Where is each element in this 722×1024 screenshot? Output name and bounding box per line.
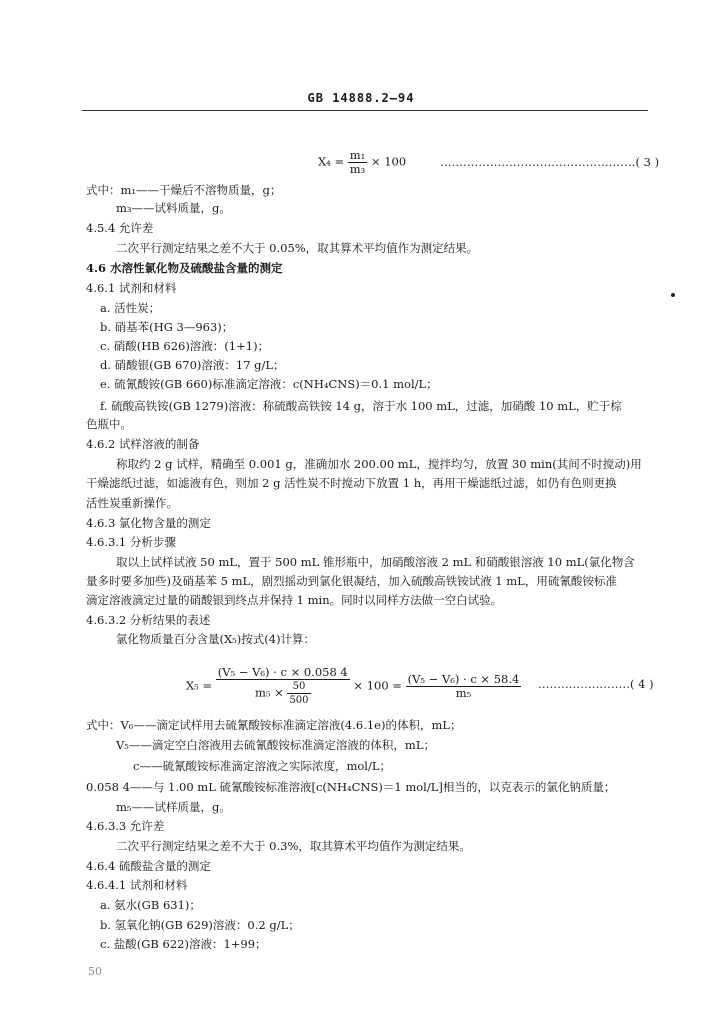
list-item: a. 氨水(GB 631)；: [100, 898, 201, 912]
text-line: 氯化物质量百分含量(X₅)按式(4)计算：: [116, 632, 316, 646]
equation-4: X₅ = (V₅ − V₆) · c × 0.058 4 m₅ × $\frac{50}{500}$ × 100 = $\frac{\text{(V₅ − V₆) · c × 58.4}}{\text{m₅}}$: [186, 665, 520, 706]
text-line: 二次平行测定结果之差不大于 0.3%，取其算术平均值作为测定结果。: [116, 839, 471, 853]
text-line: 式中：V₆——滴定试样用去硫氰酸铵标准滴定溶液(4.6.1e)的体积，mL；: [86, 718, 462, 732]
section-heading: 4.6.3.2 分析结果的表述: [86, 613, 211, 627]
list-item: a. 活性炭；: [100, 301, 161, 315]
text-line: 色瓶中。: [86, 417, 132, 431]
equation-4-fraction-b: $\frac{\text{(V₅ − V₆) · c × 58.4}}{\text{m₅}}$: [407, 672, 520, 700]
section-heading: 4.5.4 允许差: [86, 221, 154, 235]
equation-4-fraction-a: (V₅ − V₆) · c × 0.058 4 m₅ × $\frac{50}{500}$: [217, 665, 348, 706]
list-item: b. 氢氧化钠(GB 629)溶液：0.2 g/L；: [100, 918, 300, 932]
text-line: 滴定溶液滴定过量的硝酸银到终点并保持 1 min。同时以同样方法做一空白试验。: [86, 593, 503, 607]
equation-3: X₄ = $\frac{\text{m₁}}{\text{m₃}}$ × 100: [318, 148, 407, 176]
text-line: 0.058 4——与 1.00 mL 硫氰酸铵标准溶液[c(NH₄CNS)＝1 mol/L]相当的，以克表示的氯化钠质量；: [86, 780, 616, 794]
text-line: 干燥滤纸过滤，如滤液有色，则加 2 g 活性炭不时搅动下放置 1 h，再用干燥滤纸过滤，如仍有色则更换: [86, 476, 617, 490]
section-heading: 4.6.3 氯化物含量的测定: [86, 516, 211, 530]
standard-number-header: GB 14888.2—94: [307, 91, 415, 105]
text-line: 量多时要多加些)及硝基苯 5 mL，剧烈摇动到氯化银凝结，加入硫酸高铁铵试液 1 mL，用硫氰酸铵标准: [86, 574, 617, 588]
page-number: 50: [88, 965, 102, 978]
section-heading: 4.6.4.1 试剂和材料: [86, 878, 188, 892]
text-line: m₅——试样质量，g。: [116, 800, 231, 814]
list-item: c. 盐酸(GB 622)溶液：1+99；: [100, 937, 267, 951]
list-item: c. 硝酸(HB 626)溶液：(1+1)；: [100, 339, 270, 353]
scan-speck: [671, 293, 675, 297]
list-item: d. 硝酸银(GB 670)溶液：17 g/L；: [100, 358, 285, 372]
equation-3-number: ……………………………………………( 3 ): [440, 155, 660, 169]
section-heading: 4.6.3.1 分析步骤: [86, 535, 176, 549]
text-line: 二次平行测定结果之差不大于 0.05%，取其算术平均值作为测定结果。: [116, 241, 479, 255]
section-heading: 4.6.4 硫酸盐含量的测定: [86, 859, 211, 873]
list-item: b. 硝基苯(HG 3—963)；: [100, 320, 234, 334]
header-rule: [82, 110, 648, 111]
equation-4-inner-fraction: $\frac{50}{500}$: [289, 681, 309, 706]
text-line: 取以上试样试液 50 mL，置于 500 mL 锥形瓶中，加硝酸溶液 2 mL 和硝酸银溶液 10 mL(氯化物含: [116, 555, 635, 569]
text-line: c——硫氰酸铵标准滴定溶液之实际浓度，mol/L；: [133, 759, 391, 773]
list-item: e. 硫氰酸铵(GB 660)标准滴定溶液：c(NH₄CNS)＝0.1 mol/L；: [100, 377, 438, 391]
section-heading: 4.6 水溶性氯化物及硫酸盐含量的测定: [86, 261, 283, 275]
text-line: m₃——试料质量，g。: [116, 201, 231, 215]
equation-4-number: ……………………( 4 ): [538, 677, 654, 691]
text-line: 式中：m₁——干燥后不溶物质量，g；: [86, 183, 282, 197]
text-line: V₅——滴定空白溶液用去硫氰酸铵标准滴定溶液的体积，mL；: [116, 738, 435, 752]
text-line: 称取约 2 g 试样，精确至 0.001 g，准确加水 200.00 mL，搅拌均匀，放置 30 min(其间不时搅动)用: [116, 457, 642, 471]
text-line: 活性炭重新操作。: [86, 496, 178, 510]
section-heading: 4.6.3.3 允许差: [86, 819, 165, 833]
section-heading: 4.6.1 试剂和材料: [86, 281, 177, 295]
section-heading: 4.6.2 试样溶液的制备: [86, 437, 200, 451]
equation-3-fraction: $\frac{\text{m₁}}{\text{m₃}}$: [349, 148, 366, 176]
list-item: f. 硫酸高铁铵(GB 1279)溶液：称硫酸高铁铵 14 g，溶于水 100 mL，过滤，加硝酸 10 mL，贮于棕: [100, 399, 622, 413]
